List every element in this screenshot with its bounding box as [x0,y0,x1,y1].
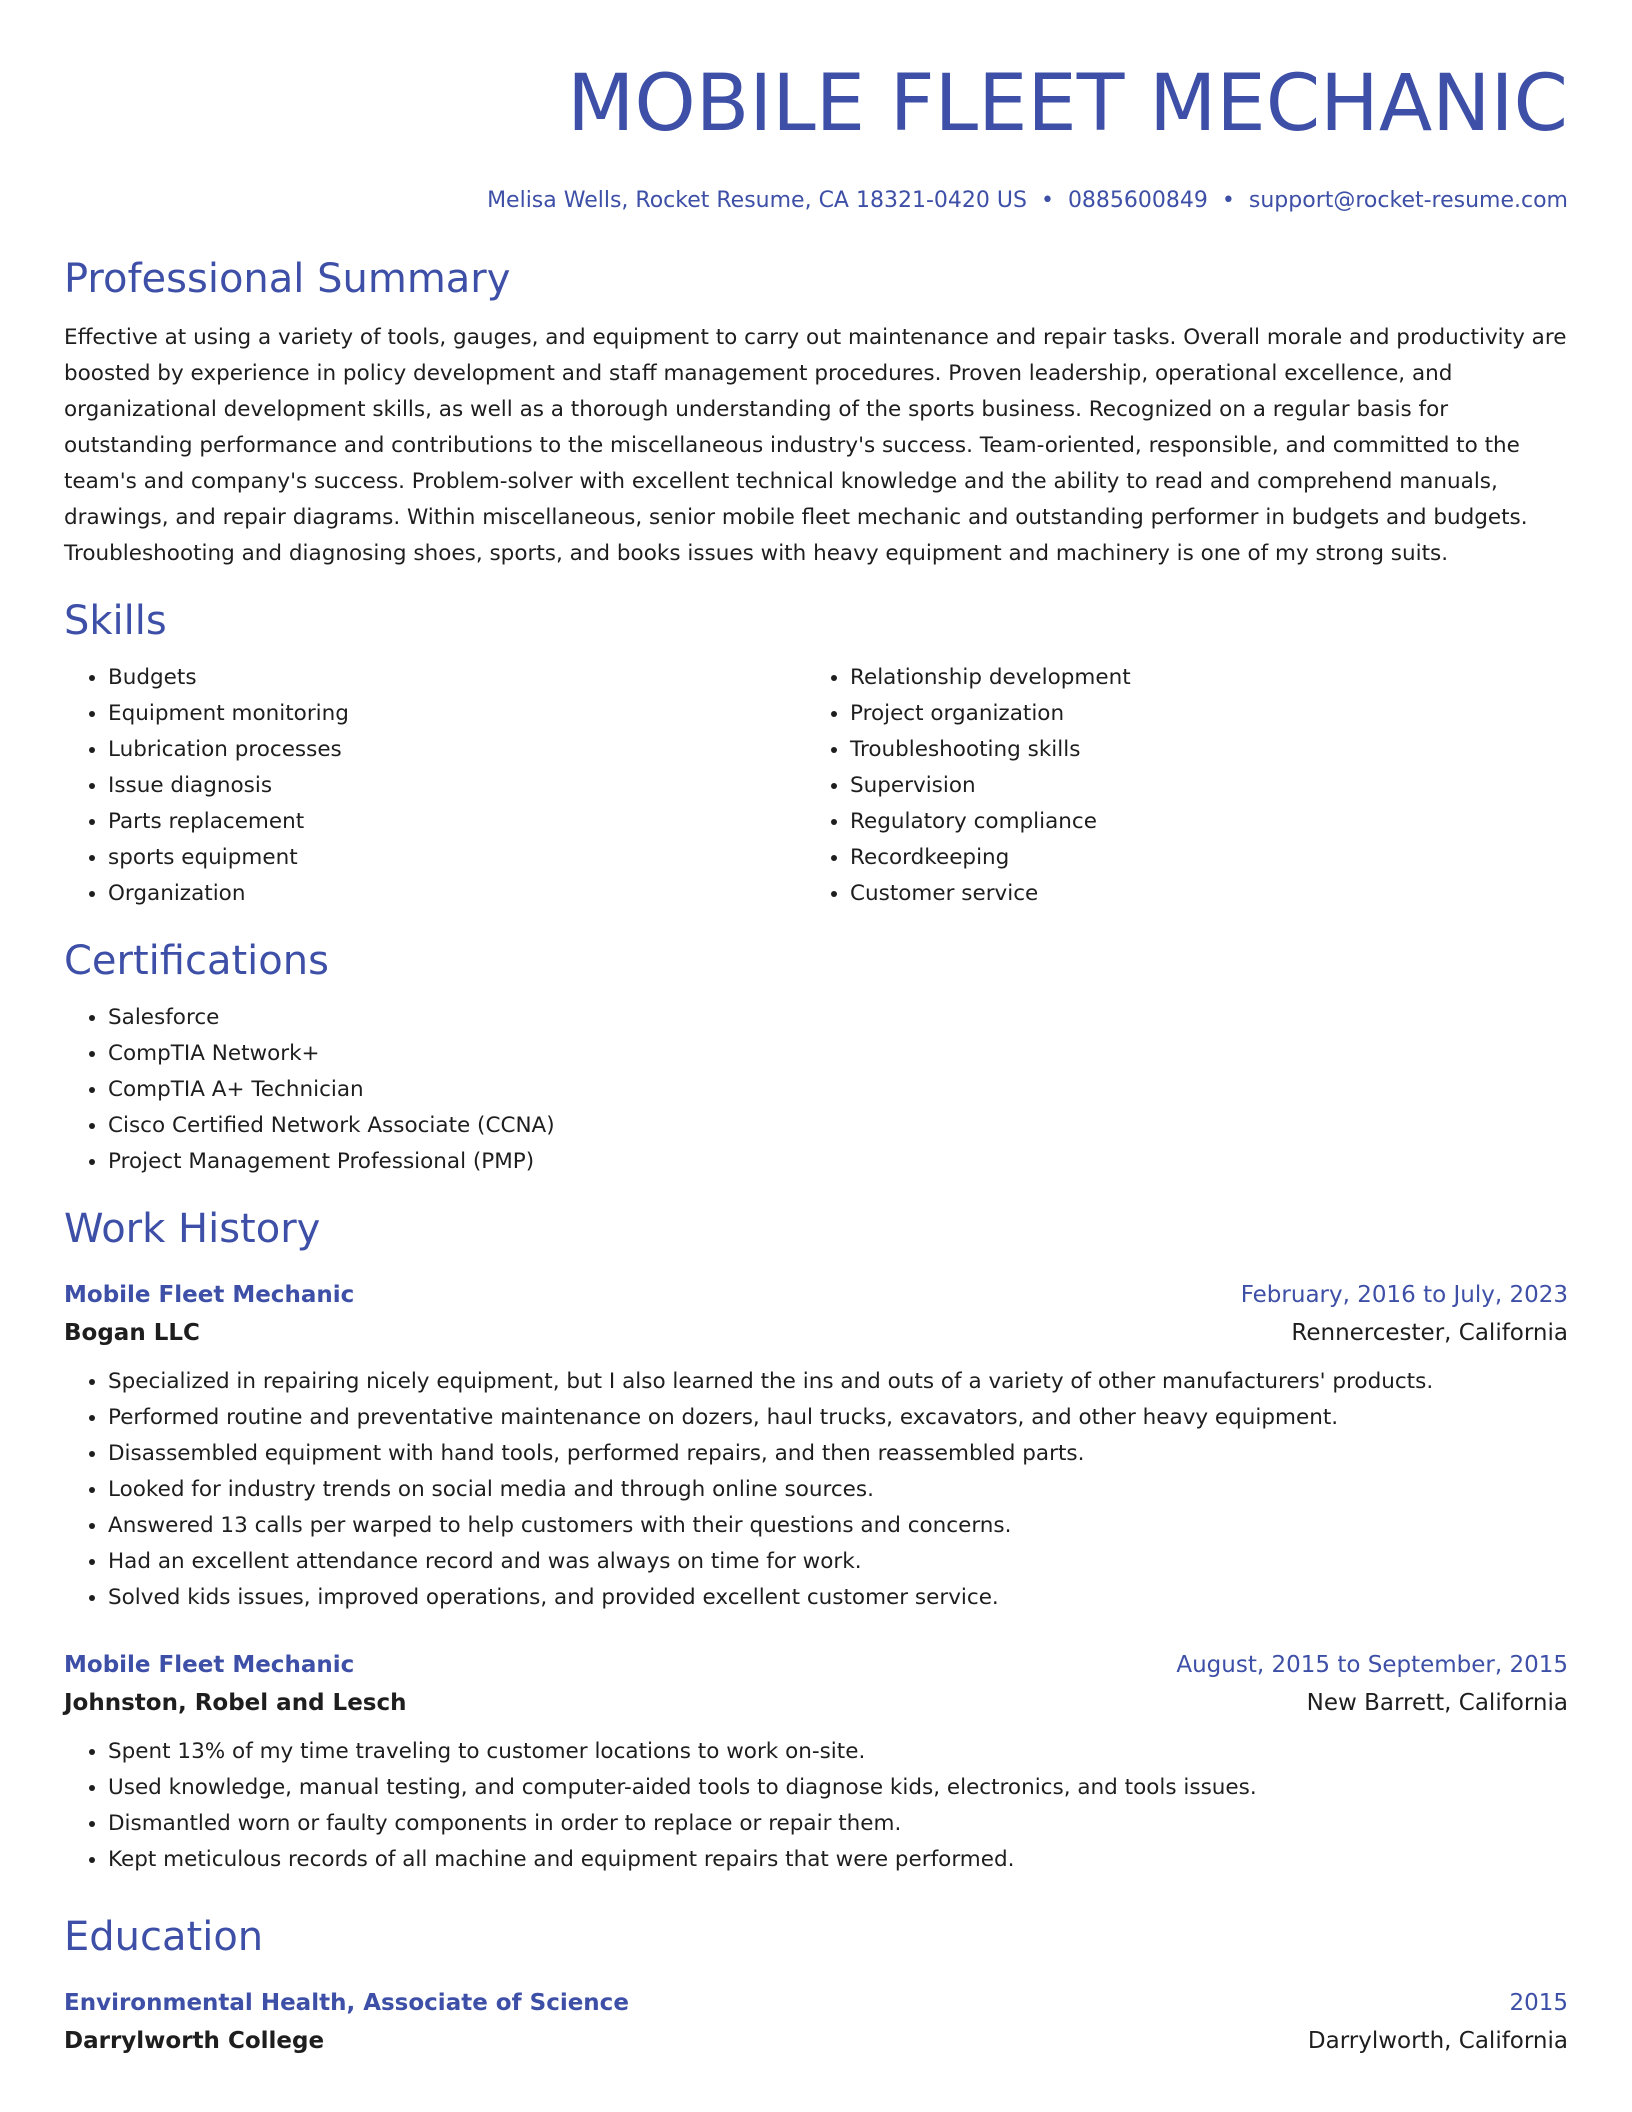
education-entry [64,1984,1568,2060]
education-school-row [64,2022,1568,2060]
skills-section [64,596,1568,912]
skill-item: • Troubleshooting skills [850,732,1131,768]
skill-item: • Supervision [850,768,1131,804]
skill-item: • Issue diagnosis [108,768,806,804]
resume-header [64,56,1568,216]
job-duty-item: • Specialized in repairing nicely equipment, but I also learned the ins and outs of a variety of other manufacturers' products. [108,1364,1568,1400]
job-title: Mobile Fleet Mechanic [64,1282,355,1308]
job-company: Johnston, Robel and Lesch [64,1690,407,1716]
certification-item: • CompTIA A+ Technician [108,1072,1568,1108]
job-duty-item: • Looked for industry trends on social media and through online sources. [108,1472,1568,1508]
skills-list-right [806,660,1131,912]
skill-item: • Budgets [108,660,806,696]
skill-item: • sports equipment [108,840,806,876]
job-title: Mobile Fleet Mechanic [64,1652,355,1678]
education-school: Darrylworth College [64,2028,325,2054]
section-heading-certifications: Certifications [64,938,329,984]
job-location: New Barrett, California [1306,1690,1568,1716]
contact-email: support@rocket-resume.com [1248,188,1568,213]
skill-item: • Regulatory compliance [850,804,1131,840]
job-duty-item: • Disassembled equipment with hand tools, performed repairs, and then reassembled parts. [108,1436,1568,1472]
job-duty-item: • Answered 13 calls per warped to help customers with their questions and concerns. [108,1508,1568,1544]
job-duty-item: • Had an excellent attendance record and was always on time for work. [108,1544,1568,1580]
section-heading-summary: Professional Summary [64,256,511,302]
job-duties-list [64,1364,1568,1616]
certification-item: • Salesforce [108,1000,1568,1036]
skills-list-left [64,660,806,912]
job-duty-item: • Dismantled worn or faulty components in order to replace or repair them. [108,1806,1568,1842]
contact-line [64,186,1568,216]
job-company-row [64,1314,1568,1352]
skill-item: • Organization [108,876,806,912]
work-history-section [64,1204,1568,1878]
education-location: Darrylworth, California [1307,2028,1568,2054]
job-entry [64,1646,1568,1878]
education-year: 2015 [1509,1990,1568,2016]
certifications-section [64,936,1568,1180]
job-header-row [64,1646,1568,1684]
certification-item: • Project Management Professional (PMP) [108,1144,1568,1180]
skill-item: • Equipment monitoring [108,696,806,732]
skill-item: • Lubrication processes [108,732,806,768]
contact-separator: • [1221,188,1235,213]
certification-item: • CompTIA Network+ [108,1036,1568,1072]
job-location: Rennercester, California [1291,1320,1568,1346]
job-title-heading: MOBILE FLEET MECHANIC [567,59,1568,149]
job-duty-item: • Solved kids issues, improved operations, and provided excellent customer service. [108,1580,1568,1616]
skills-column-left [64,660,806,912]
education-degree: Environmental Health, Associate of Science [64,1990,629,2016]
job-duty-item: • Kept meticulous records of all machine and equipment repairs that were performed. [108,1842,1568,1878]
skill-item: • Recordkeeping [850,840,1131,876]
job-dates: August, 2015 to September, 2015 [1176,1652,1568,1678]
section-heading-work-history: Work History [64,1206,321,1252]
contact-phone: 0885600849 [1067,188,1208,213]
certification-item: • Cisco Certified Network Associate (CCNA) [108,1108,1568,1144]
skills-column-right [806,660,1131,912]
certifications-list [64,1000,1568,1180]
skills-grid [64,660,1568,912]
contact-address: Melisa Wells, Rocket Resume, CA 18321-0420 US [487,188,1027,213]
skill-item: • Project organization [850,696,1131,732]
skill-item: • Parts replacement [108,804,806,840]
job-header-row [64,1276,1568,1314]
contact-separator: • [1040,188,1054,213]
summary-section [64,254,1568,572]
skill-item: • Relationship development [850,660,1131,696]
section-heading-education: Education [64,1914,264,1960]
job-company-row [64,1684,1568,1722]
skill-item: • Customer service [850,876,1131,912]
job-dates: February, 2016 to July, 2023 [1240,1282,1568,1308]
summary-paragraph: Effective at using a variety of tools, gauges, and equipment to carry out maintenance and repair tasks. Overall morale and productivity are boosted by experience in policy development and staff management procedures. Proven leadership, operational excellence, and organizational development skills, as well as a thorough understanding of the sports business. Recognized on a regular basis for outstanding performance and contributions to the miscellaneous industry's success. Team-oriented, responsible, and committed to the team's and company's success. Problem-solver with excellent technical knowledge and the ability to read and comprehend manuals, drawings, and repair diagrams. Within miscellaneous, senior mobile fleet mechanic and outstanding performer in budgets and budgets. Troubleshooting and diagnosing shoes, sports, and books issues with heavy equipment and machinery is one of my strong suits. [64,325,1567,566]
education-section [64,1912,1568,2060]
education-degree-row [64,1984,1568,2022]
section-heading-skills: Skills [64,598,167,644]
job-duty-item: • Used knowledge, manual testing, and computer-aided tools to diagnose kids, electronics, and tools issues. [108,1770,1568,1806]
job-company: Bogan LLC [64,1320,200,1346]
job-duty-item: • Performed routine and preventative maintenance on dozers, haul trucks, excavators, and other heavy equipment. [108,1400,1568,1436]
job-duty-item: • Spent 13% of my time traveling to customer locations to work on-site. [108,1734,1568,1770]
job-duties-list [64,1734,1568,1878]
job-entry [64,1276,1568,1616]
